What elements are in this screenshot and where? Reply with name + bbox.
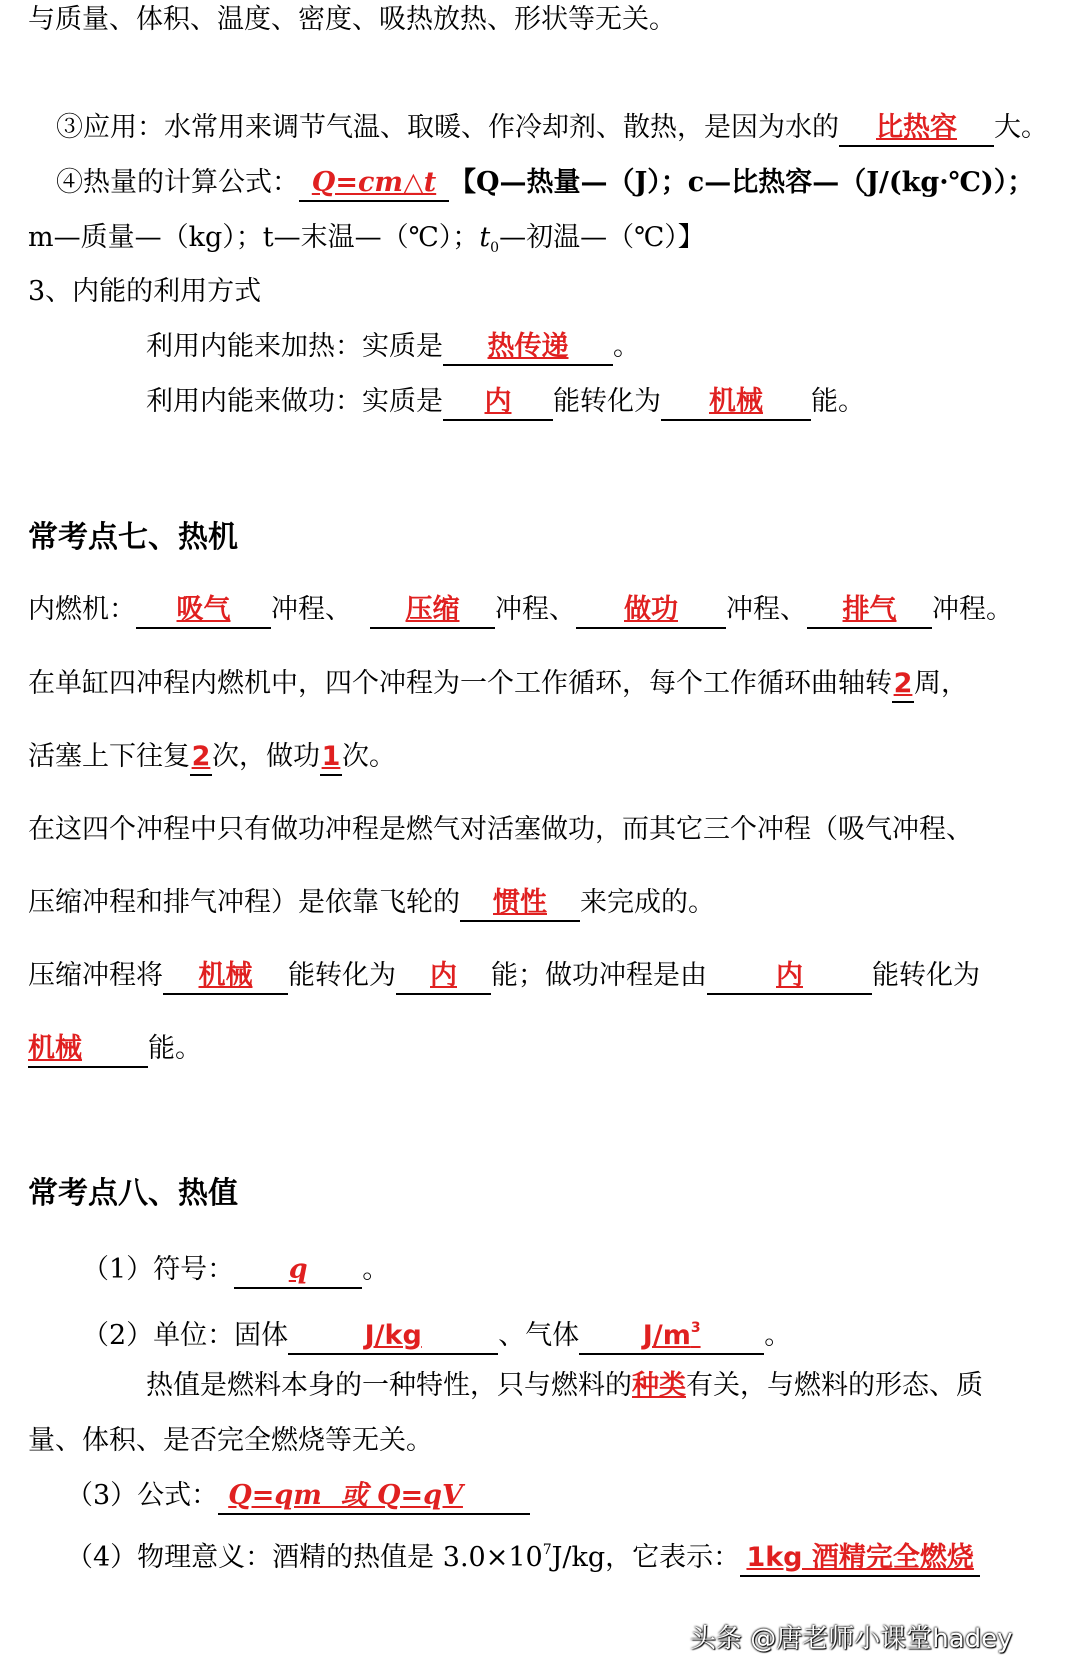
answer-blank: Q=cm△t [311,167,437,198]
section-heading: 常考点八、热值 [28,1176,238,1211]
text-line: 热值是燃料本身的一种特性，只与燃料的种类有关，与燃料的形态、质 [146,1370,983,1401]
text-line: 利用内能来加热：实质是 热传递 。 [146,327,640,367]
text-line: 3、内能的利用方式 [28,276,262,307]
answer-blank: 内 [430,960,457,991]
text-line: 压缩冲程和排气冲程）是依靠飞轮的 惯性 来完成的。 [28,883,715,923]
answer-blank: q [288,1254,308,1285]
answer-blank: $J/m^3$ [642,1320,701,1351]
text-line: ③应用：水常用来调节气温、取暖、作冷却剂、散热，是因为水的 比热容 大。 [56,108,1048,148]
answer-blank: 机械 [28,1033,82,1064]
answer-blank: 压缩 [405,594,460,625]
text-line: 压缩冲程将 机械 能转化为 内 能；做功冲程是由 内 能转化为 [28,956,980,996]
answer-blank: 做功 [624,594,678,625]
text-line: （4）物理意义：酒精的热值是 $3.0\times 10^7J/kg$，它表示： 1kg 酒精完全燃烧 [66,1530,980,1578]
answer-blank: 排气 [842,594,897,625]
answer-blank: 内 [776,960,803,991]
section-heading: 常考点七、热机 [28,520,238,555]
text-line: 与质量、体积、温度、密度、吸热放热、形状等无关。 [28,4,676,35]
text-line: 在单缸四冲程内燃机中，四个冲程为一个工作循环，每个工作循环曲轴转2周， [28,664,968,704]
text-line: m—质量—（kg）；t—末温—（℃）；$t_0—$初温—（℃）】 [28,222,705,256]
text-line: （2）单位：固体 J/kg 、气体 $J/m^3$ 。 [82,1311,791,1356]
text-line: 利用内能来做功：实质是 内 能转化为 机械 能。 [146,382,865,422]
answer-blank: 机械 [198,960,253,991]
answer-blank: 1kg 酒精完全燃烧 [746,1542,974,1573]
answer-blank: 种类 [632,1370,686,1401]
text-line: 机械 能。 [28,1029,202,1069]
answer-blank: 2 [191,741,211,772]
answer-blank: 内 [484,386,512,417]
answer-blank: 热传递 [487,331,569,362]
answer-blank: 2 [893,668,913,699]
answer-blank: J/kg [364,1320,422,1351]
text-line: （1）符号： q 。 [82,1250,389,1290]
answer-blank: Q=qm 或 Q=qV [228,1480,463,1511]
answer-blank: 比热容 [876,112,957,143]
watermark-text: 头条 @唐老师小课堂hadey [690,1624,1013,1654]
answer-blank: 1 [321,741,341,772]
text-line: 量、体积、是否完全燃烧等无关。 [28,1425,433,1456]
answer-blank: 惯性 [493,887,547,918]
answer-blank: 机械 [709,386,763,417]
text-line: 内燃机： 吸气 冲程、 压缩 冲程、 做功 冲程、 排气 冲程。 [28,590,1013,630]
text-line: 活塞上下往复2次，做功1次。 [28,737,396,777]
text-line: ④热量的计算公式： Q=cm△t 【Q—热量—（J）；c—比热容—（J/(kg·℃)）； [56,163,1034,203]
answer-blank: 吸气 [176,594,231,625]
text-line: （3）公式： Q=qm 或 Q=qV [66,1476,530,1516]
text-line: 在这四个冲程中只有做功冲程是燃气对活塞做功，而其它三个冲程（吸气冲程、 [28,814,973,845]
